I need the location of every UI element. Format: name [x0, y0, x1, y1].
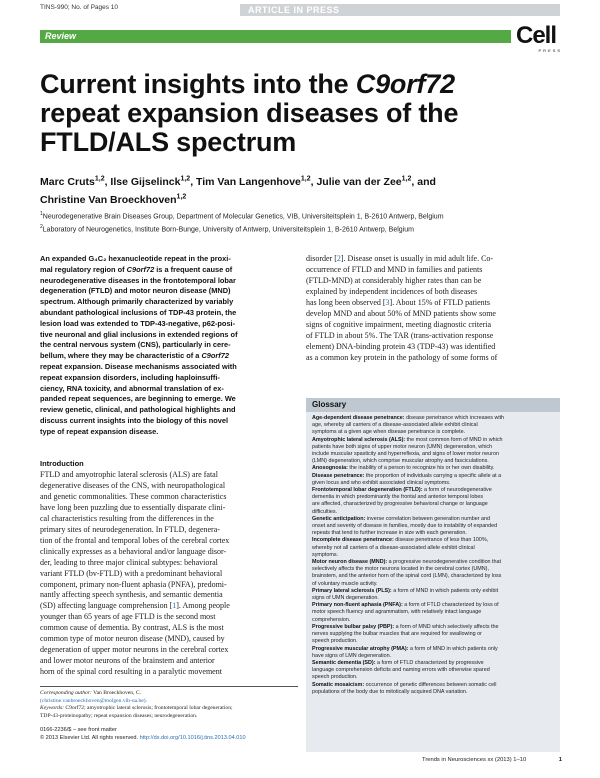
- body-line: younger than 65 years of age FTLD is the second most: [40, 612, 216, 622]
- abstract: [40, 254, 296, 438]
- corr-email-link[interactable]: (christine.vanbroeckhoven@molgen.vib-ua.be).: [40, 697, 148, 704]
- body-line: explained by independent incidences of both diseases: [306, 286, 478, 296]
- author-list: [40, 171, 560, 208]
- article-in-press-banner: ARTICLE IN PRESS: [240, 4, 560, 16]
- abstract-line: mal regulatory region of C9orf72 is a frequent cause of: [40, 264, 233, 274]
- glossary-definition: comprehension.: [312, 616, 351, 623]
- body-line: cal characteristics resulting from the differences in the: [40, 513, 214, 523]
- abstract-line: repeat expansion disorders, including haploinsuffi-: [40, 372, 220, 382]
- glossary-term: Semantic dementia (SD):: [312, 659, 376, 666]
- body-line: develop MND and about 50% of MND patients show some: [306, 308, 496, 318]
- glossary-line: [312, 465, 554, 472]
- glossary-line: [312, 422, 554, 429]
- abstract-line: repeat expansion. Disease mechanisms associated with: [40, 361, 237, 371]
- glossary-definition: patients have both signs of upper motor neuron (UMN) degeneration, which: [312, 443, 493, 450]
- intro-heading: Introduction: [40, 459, 84, 468]
- title-gene: C9orf72: [355, 69, 455, 99]
- glossary-line: [312, 509, 554, 516]
- body-line: primary sites of neurodegeneration. In FTLD, degenera-: [40, 524, 220, 534]
- glossary-term: Age-dependent disease penetrance:: [312, 415, 405, 421]
- glossary-line: [312, 516, 554, 523]
- affiliation: $^1$Neurodegenerative Brain Diseases Group, Department of Molecular Genetics, VIB, Universiteitsplein 1, B-2610 Antwerp, Belgium: [40, 211, 444, 221]
- glossary-line: [312, 573, 554, 580]
- glossary-box: [306, 398, 560, 752]
- glossary-definition: inverse correlation between generation number and: [365, 515, 490, 522]
- glossary-term: Disease penetrance:: [312, 472, 365, 479]
- glossary-term: Primary lateral sclerosis (PLS):: [312, 587, 392, 594]
- glossary-definition: a form of neurodegenerative: [422, 487, 492, 494]
- author: Christine Van Broeckhoven: [40, 194, 177, 206]
- glossary-term: Genetic anticipation:: [312, 515, 366, 522]
- keywords: TDP-43-proteinopathy; repeat expansion diseases; neurodegeneration.: [40, 712, 198, 719]
- glossary-line: [312, 444, 554, 451]
- keywords-label: Keywords:: [40, 705, 65, 712]
- glossary-definition: dementia in which predominantly the frontal and anterior temporal lobes: [312, 494, 484, 501]
- glossary-definition: signs of UMN degeneration.: [312, 595, 379, 602]
- glossary-definition: the inability of a person to recognize his or her own disability.: [347, 465, 495, 472]
- glossary-line: [312, 559, 554, 566]
- section-bar: [40, 30, 511, 43]
- abstract-line: abundant pathological inclusions of TDP-43 protein, the: [40, 307, 237, 317]
- body-line: disorder [2]. Disease onset is usually in mid adult life. Co-: [306, 254, 494, 263]
- glossary-definition: occurrence of genetic differences between somatic cell: [364, 681, 497, 688]
- page-number: 1: [558, 757, 562, 763]
- glossary-definition: onset and severity of disease in families, mostly due to instability of expanded: [312, 523, 498, 530]
- body-line: and genetic commonalities. These common characteristics: [40, 491, 227, 501]
- abstract-line: An expanded G₄C₂ hexanucleotide repeat in the proxi-: [40, 254, 231, 263]
- body-line: has long been observed [3]. About 15% of FTLD patients: [306, 297, 490, 307]
- body-line: degeneration of upper motor neurons in the cerebral cortex: [40, 645, 229, 655]
- abstract-line: spectrum. Although primarily characterized by variably: [40, 297, 234, 307]
- body-line: (FTLD-MND) at considerably higher rates than can be: [306, 275, 482, 285]
- glossary-definition: populations of the body due to mitotically acquired DNA variation.: [312, 688, 468, 695]
- affiliations: [40, 209, 560, 236]
- glossary-definition: brainstem, and the anterior horn of the spinal cord (LMN), characterized by loss: [312, 573, 502, 580]
- glossary-definition: the most common form of MND in which: [405, 436, 503, 443]
- author-affil: 1,2: [300, 175, 311, 182]
- abstract-line: bellum, where they may be characteristic of a C9orf72: [40, 351, 229, 361]
- author-affil: 1,2: [94, 175, 105, 182]
- glossary-definition: a form of MND which selectively affects the: [394, 623, 499, 630]
- glossary-line: [312, 667, 554, 674]
- glossary-line: [312, 653, 554, 660]
- abstract-line: lesion load was extended to TDP-43-negative, p62-posi-: [40, 318, 236, 328]
- glossary-line: [312, 429, 554, 436]
- article-title: [40, 70, 560, 157]
- body-line: component, primary non-fluent aphasia (PNFA), predomi-: [40, 579, 227, 589]
- right-column-text: [306, 254, 562, 364]
- glossary-line: [312, 617, 554, 624]
- glossary-term: Primary non-fluent aphasia (PNFA):: [312, 602, 403, 609]
- glossary-definition: (LMN) degeneration, which comprise muscular atrophy and fasciculations.: [312, 458, 489, 465]
- footer-left: [40, 727, 246, 743]
- body-line: have long been puzzling due to essentially disparate clini-: [40, 502, 226, 512]
- body-line: FTLD and amyotrophic lateral sclerosis (ALS) are fatal: [40, 470, 218, 479]
- glossary-line: [312, 451, 554, 458]
- article-tag: TINS-990; No. of Pages 10: [40, 4, 119, 11]
- glossary-definition: difficulties.: [312, 508, 338, 515]
- glossary-term: Progressive bulbar palsy (PBP):: [312, 623, 395, 630]
- glossary-definition: are affected, characterized by progressive behavioral change or language: [312, 501, 488, 508]
- glossary-definition: the proportion of individuals carrying a specific allele at a: [364, 472, 502, 479]
- glossary-line: [312, 552, 554, 559]
- body-line: common type of motor neuron disease (MND), caused by: [40, 634, 225, 644]
- glossary-line: [312, 581, 554, 588]
- glossary-line: [312, 595, 554, 602]
- glossary-body: [306, 412, 560, 699]
- glossary-definition: given locus and who exhibit associated clinical symptoms.: [312, 479, 451, 486]
- issn: 0166-2236/$ – see front matter: [40, 727, 117, 733]
- glossary-definition: nerves supplying the bulbar muscles that are required for swallowing or: [312, 631, 482, 638]
- section-label: Review: [45, 31, 77, 41]
- glossary-line: [312, 631, 554, 638]
- glossary-definition: a progressive neurodegenerative condition that: [387, 559, 502, 566]
- journal-citation: Trends in Neurosciences xx (2013) 1–10: [422, 757, 527, 763]
- abstract-line: review genetic, clinical, and pathological highlights and: [40, 405, 236, 415]
- glossary-definition: language comprehension deficits and naming errors with otherwise spared: [312, 667, 490, 674]
- author: , Tim Van Langenhove: [190, 175, 301, 188]
- glossary-term: Frontotemporal lobar degeneration (FTLD):: [312, 487, 423, 494]
- keywords: C9orf72; amyotrophic lateral sclerosis; frontotemporal lobar degeneration;: [64, 705, 233, 712]
- author: , Ilse Gijselinck: [104, 175, 181, 188]
- body-line: degenerative diseases of the CNS, with neuropathological: [40, 480, 226, 490]
- glossary-definition: age, whereby all carriers of a disease-associated allele exhibit clinical: [312, 422, 478, 429]
- abstract-line: tive neuronal and glial inclusions in extended regions of: [40, 329, 238, 339]
- corr-name: Van Broeckhoven, C.: [91, 690, 142, 696]
- glossary-definition: a form of FTLD characterized by loss of: [402, 602, 499, 609]
- glossary-definition: repeats that tend to further increase in size with each generation.: [312, 530, 467, 537]
- abstract-line: the central nervous system (CNS), particularly in cere-: [40, 340, 231, 350]
- copyright: © 2013 Elsevier Ltd. All rights reserved.: [40, 734, 139, 741]
- abstract-line: discuss current insights into the biology of this novel: [40, 415, 229, 425]
- body-line: variant FTLD (bv-FTLD) with a predominant behavioral: [40, 568, 223, 578]
- author-sep: , and: [411, 175, 436, 188]
- glossary-line: [312, 682, 554, 689]
- glossary-definition: of voluntary muscle activity.: [312, 580, 378, 587]
- glossary-line: [312, 609, 554, 616]
- author: , Julie van der Zee: [310, 175, 402, 188]
- glossary-line: [312, 660, 554, 667]
- glossary-definition: a form of FTLD characterized by progressive: [375, 659, 484, 666]
- author: Marc Cruts: [40, 175, 95, 188]
- glossary-line: [312, 588, 554, 595]
- glossary-line: [312, 473, 554, 480]
- abstract-line: neurodegenerative diseases in the frontotemporal lobar: [40, 275, 236, 285]
- glossary-line: [312, 523, 554, 530]
- glossary-line: [312, 674, 554, 681]
- glossary-line: [312, 689, 554, 696]
- glossary-definition: a form of MND in which patients only exhibit: [391, 587, 499, 594]
- body-line: signs of cognitive impairment, meeting diagnostic criteria: [306, 319, 492, 329]
- glossary-term: Somatic mosaicism:: [312, 681, 365, 688]
- body-line: as a common key protein in the pathology of some forms of: [306, 352, 498, 362]
- author-affil: 1,2: [180, 175, 191, 182]
- abstract-line: ciency, RNA toxicity, and abnormal translation of ex-: [40, 383, 224, 393]
- glossary-definition: a form of MND in which patients only: [408, 645, 498, 652]
- logo-sub: PRESS: [538, 48, 562, 53]
- glossary-line: [312, 437, 554, 444]
- glossary-definition: speech production.: [312, 638, 358, 645]
- glossary-heading: Glossary: [306, 398, 560, 412]
- glossary-term: Incomplete disease penetrance:: [312, 537, 394, 544]
- corr-label: Corresponding author:: [40, 690, 92, 696]
- body-line: horn of the spinal cord resulting in a paralytic movement: [40, 667, 222, 677]
- glossary-term: Amyotrophic lateral sclerosis (ALS):: [312, 436, 406, 443]
- body-line: occurrence of FTLD and MND in families and patients: [306, 264, 483, 274]
- title-line-1: Current insights into the: [40, 69, 356, 99]
- author-affil: 1,2: [176, 193, 187, 201]
- glossary-line: [312, 501, 554, 508]
- glossary-line: [312, 638, 554, 645]
- abstract-line: degeneration (FTLD) and motor neuron disease (MND): [40, 286, 231, 296]
- glossary-definition: symptoms at a given age when disease penetrance is complete.: [312, 429, 466, 436]
- author-affil: 1,2: [401, 175, 412, 182]
- glossary-line: [312, 566, 554, 573]
- body-line: (SD) affecting language comprehension [1]. Among people: [40, 601, 230, 611]
- footer-right: [422, 757, 562, 763]
- logo-word: Cell: [516, 22, 557, 49]
- body-line: and lower motor neurons of the brainstem and anterior: [40, 656, 215, 666]
- glossary-line: [312, 494, 554, 501]
- glossary-definition: symptoms.: [312, 551, 339, 558]
- glossary-line: [312, 480, 554, 487]
- correspondence-note: [40, 686, 298, 720]
- body-line: element) DNA-binding protein 43 (TDP-43) was identified: [306, 341, 496, 351]
- glossary-line: [312, 415, 554, 422]
- body-line: tion of the frontal and temporal lobes of the cerebral cortex: [40, 535, 230, 545]
- glossary-definition: speech production.: [312, 674, 358, 681]
- glossary-line: [312, 602, 554, 609]
- glossary-line: [312, 545, 554, 552]
- glossary-definition: disease penetrance of less than 100%,: [393, 537, 489, 544]
- abstract-line: type of repeat expansion disease.: [40, 426, 159, 436]
- body-line: common cause of dementia. By contrast, ALS is the most: [40, 623, 224, 633]
- glossary-line: [312, 646, 554, 653]
- glossary-definition: disease penetrance which increases with: [404, 415, 505, 421]
- cell-press-logo: [516, 24, 562, 58]
- glossary-term: Anosognosia:: [312, 465, 348, 472]
- body-line: clinically expresses as a behavioral and/or language disor-: [40, 546, 227, 556]
- glossary-definition: motor speech fluency and agrammatism, with relatively intact language: [312, 609, 482, 616]
- glossary-line: [312, 624, 554, 631]
- glossary-line: [312, 530, 554, 537]
- glossary-line: [312, 487, 554, 494]
- intro-body: [40, 470, 298, 678]
- glossary-line: [312, 458, 554, 465]
- body-line: der, leading to three major clinical subtypes: behavioral: [40, 557, 218, 567]
- glossary-definition: whereby not all carriers of a disease-associated allele exhibit clinical: [312, 544, 475, 551]
- title-line-3: FTLD/ALS spectrum: [40, 127, 297, 157]
- title-line-2: repeat expansion diseases of the: [40, 98, 459, 128]
- glossary-definition: have signs of LMN degeneration.: [312, 652, 392, 659]
- doi-link[interactable]: http://dx.doi.org/10.1016/j.tins.2013.04.010: [139, 734, 246, 741]
- body-line: nantly affecting speech synthesis, and semantic dementia: [40, 590, 223, 600]
- abstract-line: panded repeat sequences, are beginning to emerge. We: [40, 394, 236, 404]
- glossary-term: Progressive muscular atrophy (PMA):: [312, 645, 409, 652]
- glossary-line: [312, 537, 554, 544]
- glossary-definition: selectively affects the motor neurons located in the cerebral cortex (UMN),: [312, 566, 489, 573]
- body-line: of FTLD in about 5%. The TAR (trans-activation response: [306, 330, 494, 340]
- glossary-term: Motor neuron disease (MND):: [312, 559, 388, 566]
- affiliation: $^2$Laboratory of Neurogenetics, Institute Born-Bunge, University of Antwerp, Universiteitsplein 1, B-2610 Antwerp, Belgium: [40, 224, 414, 234]
- glossary-definition: include muscular spasticity and hyperreflexia, and signs of lower motor neuron: [312, 451, 499, 458]
- running-header: [40, 4, 560, 16]
